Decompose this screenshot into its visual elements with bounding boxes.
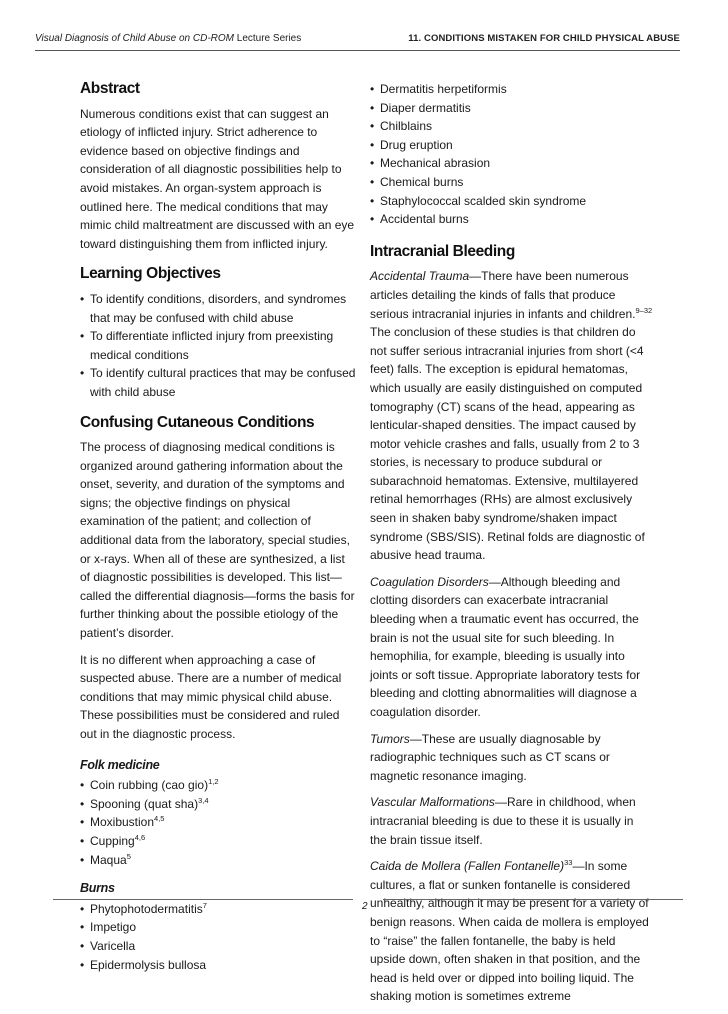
abstract-text: Numerous conditions exist that can suggest an etiology of inflicted injury. Strict adherence to evidence based on objective findings and consideration of all diagnostic possibilities help to avoid mistakes. An organ-system approach is outlined here. The medical conditions that may mimic child maltreatment are discussed with an eye toward distinguishing them from inflicted injury. <box>80 106 355 251</box>
list-item: • To identify conditions, disorders, and syndromes that may be confused with child abuse <box>80 290 358 327</box>
header-series-title: Visual Diagnosis of Child Abuse on CD-ROM Lecture Series <box>35 33 302 44</box>
folk-medicine-section <box>80 756 358 870</box>
list-item: • Drug eruption <box>370 136 653 155</box>
right-column <box>370 80 653 1014</box>
accidental-trauma-paragraph: Accidental Trauma—There have been numerous articles detailing the kinds of falls that produce serious intracranial injuries in infants and children.$^{9-32}$ The conclusion of these studies is that children do not suffer serious intracranial injuries from short (<4 feet) falls. The exception is epidural hematomas, which usually are easily distinguished on computed tomography (CT) scans of the head, appearing as lenticular-shaped densities. The impact caused by motor vehicle crashes and falls, usually from 2 to 3 stories, is necessary to produce subdural or subarachnoid hematomas. Extensive, multilayered retinal hemorrhages (RHs) are almost exclusively seen in shaken baby syndrome/shaken impact syndrome (SBS/SIS). Retinal folds are diagnostic of abusive head trauma. <box>370 269 653 563</box>
burns-section <box>80 879 358 974</box>
header-divider <box>35 50 680 51</box>
list-item: • Chemical burns <box>370 173 653 192</box>
list-item: • Maqua$^5$ <box>80 851 358 870</box>
folk-medicine-heading: Folk medicine <box>80 757 160 772</box>
list-item: • Varicella <box>80 937 358 956</box>
footer-divider-right <box>383 899 683 900</box>
list-item: • Diaper dermatitis <box>370 99 653 118</box>
left-column <box>80 80 358 984</box>
tumors-paragraph: Tumors—These are usually diagnosable by radiographic techniques such as CT scans or magnetic resonance imaging. <box>370 731 610 783</box>
intracranial-heading: Intracranial Bleeding <box>370 242 515 260</box>
intracranial-section <box>370 243 653 1006</box>
list-item: • Phytophotodermatitis$^7$ <box>80 900 358 919</box>
list-item: • To identify cultural practices that may be confused with child abuse <box>80 364 358 401</box>
abstract-section <box>80 80 358 253</box>
burns-list <box>80 900 358 974</box>
list-item: • Staphylococcal scalded skin syndrome <box>370 192 653 211</box>
list-item: • Spooning (quat sha)$^{3,4}$ <box>80 795 358 814</box>
cutaneous-heading: Confusing Cutaneous Conditions <box>80 413 315 431</box>
vascular-malformations-paragraph: Vascular Malformations—Rare in childhood, when intracranial bleeding is due to these it is usually in the brain tissue itself. <box>370 795 636 847</box>
abstract-heading: Abstract <box>80 80 140 97</box>
burns-heading: Burns <box>80 881 115 896</box>
list-item: • Mechanical abrasion <box>370 154 653 173</box>
folk-medicine-list <box>80 776 358 869</box>
cutaneous-paragraph: It is no different when approaching a case of suspected abuse. There are a number of medical conditions that may mimic physical child abuse. These possibilities must be considered and ruled out in the diagnostic process. <box>80 652 342 741</box>
cutaneous-paragraph: The process of diagnosing medical conditions is organized around gathering information about the onset, severity, and duration of the symptoms and signs; the objective findings on physical examination of the patient; and collection of additional data from the laboratory, special studies, or x-rays. When all of these are synthesized, a list of diagnostic possibilities is developed. This list—called the differential diagnosis—forms the basis for further thinking about the possible etiology of the patient’s disorder. <box>80 440 355 641</box>
coagulation-paragraph: Coagulation Disorders—Although bleeding and clotting disorders can exacerbate intracranial bleeding when a traumatic event has occurred, the brain is not the usual site for such bleeding. In hemophilia, for example, bleeding is usually into joints or soft tissue. Appropriate laboratory tests for bleeding and clotting abnormalities will diagnose a coagulation disorder. <box>370 574 641 719</box>
list-item: • Coin rubbing (cao gio)$^{1,2}$ <box>80 776 358 795</box>
burns-list-continued <box>370 80 653 229</box>
list-item: • Chilblains <box>370 117 653 136</box>
list-item: • Epidermolysis bullosa <box>80 956 358 975</box>
footer-divider-left <box>53 899 353 900</box>
caida-de-mollera-paragraph: Caida de Mollera (Fallen Fontanelle)$^{33}$—In some cultures, a flat or sunken fontanelle is considered unhealthy, although it may be present for a variety of benign reasons. When caida de mollera is employed to “raise” the fallen fontanelle, the baby is held upside down, often shaken in that position, and the head is held over or dipped into boiling liquid. The shaking motion is sometimes extreme <box>370 858 649 1004</box>
list-item: • Impetigo <box>80 918 358 937</box>
list-item: • To differentiate inflicted injury from preexisting medical conditions <box>80 327 358 364</box>
cutaneous-section <box>80 414 358 744</box>
objectives-section <box>80 265 358 401</box>
objectives-heading: Learning Objectives <box>80 265 221 283</box>
list-item: • Cupping$^{4,6}$ <box>80 832 358 851</box>
list-item: • Accidental burns <box>370 210 653 229</box>
page-number: 2 <box>362 901 368 912</box>
header-chapter-title: 11. CONDITIONS MISTAKEN FOR CHILD PHYSICAL ABUSE <box>408 33 680 44</box>
objectives-list <box>80 290 358 402</box>
list-item: • Dermatitis herpetiformis <box>370 80 653 99</box>
list-item: • Moxibustion$^{4,5}$ <box>80 813 358 832</box>
